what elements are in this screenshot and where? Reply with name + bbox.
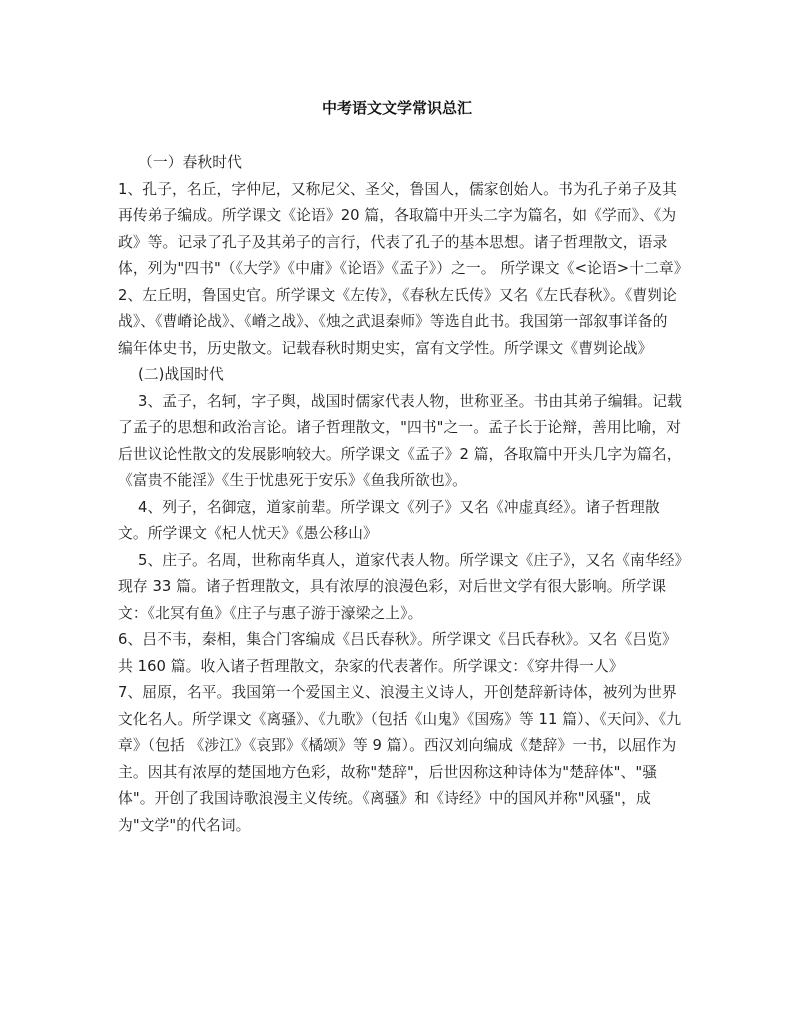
paragraph-zhuangzi: 5、庄子。名周，世称南华真人，道家代表人物。所学课文《庄子》，又名《南华经》现存 33 篇。诸子哲理散文，具有浓厚的浪漫色彩，对后世文学有很大影响。所学课文：《北冥有鱼》《庄子与惠子游于濠梁之上》。 (118, 551, 683, 622)
paragraph-liezi: 4、列子，名御寇，道家前辈。所学课文《列子》又名《冲虚真经》。诸子哲理散文。所学课文《杞人忧天》《愚公移山》 (118, 498, 660, 542)
paragraph-confucius: 1、孔子，名丘，字仲尼，又称尼父、圣父，鲁国人，儒家创始人。书为孔子弟子及其再传弟子编成。所学课文《论语》20 篇，各取篇中开头二字为篇名，如《学而》、《为政》等。记录了孔子及其弟子的言行，代表了孔子的基本思想。诸子哲理散文，语录体，列为"四书"（《大学》《中庸》《论语》《孟子》）之一。 所学课文《<论语>十二章》 (118, 180, 689, 277)
paragraph-qu-yuan: 7、屈原，名平。我国第一个爱国主义、浪漫主义诗人，开创楚辞新诗体，被列为世界文化名人。所学课文《离骚》、《九歌》（包括《山鬼》《国殇》等 11 篇）、《天问》、《九章》（包括 《涉江》《哀郢》《橘颂》等 9 篇）。西汉刘向编成《楚辞》一书，以屈作为主。因其有浓厚的楚国地方色彩，故称"楚辞"，后世因称这种诗体为"楚辞体"、"骚体"。开创了我国诗歌浪漫主义传统。《离骚》和《诗经》中的国风并称"风骚"，成为"文学"的代名词。 (118, 684, 682, 834)
paragraph-lu-buwei: 6、吕不韦，秦相，集合门客编成《吕氏春秋》。所学课文《吕氏春秋》。又名《吕览》共 160 篇。收入诸子哲理散文，杂家的代表著作。所学课文：《穿井得一人》 (118, 631, 677, 675)
page-title: 中考语文文学常识总汇 (321, 99, 472, 117)
paragraph-zuo-qiuming: 2、左丘明，鲁国史官。所学课文《左传》，《春秋左氏传》又名《左氏春秋》。《曹刿论战》、《曹嵴论战》、《嵴之战》、《烛之武退秦师》等选自此书。我国第一部叙事详备的编年体史书，历史散文。记载春秋时期史实，富有文学性。所学课文《曹刿论战》 (118, 286, 677, 357)
document-body (118, 150, 689, 839)
section-heading-spring-autumn: （一）春秋时代 (138, 154, 242, 171)
section-heading-warring-states: (二)战国时代 (138, 366, 224, 383)
paragraph-mencius: 3、孟子，名轲，字子舆，战国时儒家代表人物，世称亚圣。书由其弟子编辑。记载了孟子的思想和政治言论。诸子哲理散文，"四书"之一。孟子长于论辩，善用比喻，对后世议论性散文的发展影响较大。所学课文《孟子》2 篇，各取篇中开头几字为篇名，《富贵不能淫》《生于忧患死于安乐》《鱼我所欲也》。 (118, 392, 682, 489)
